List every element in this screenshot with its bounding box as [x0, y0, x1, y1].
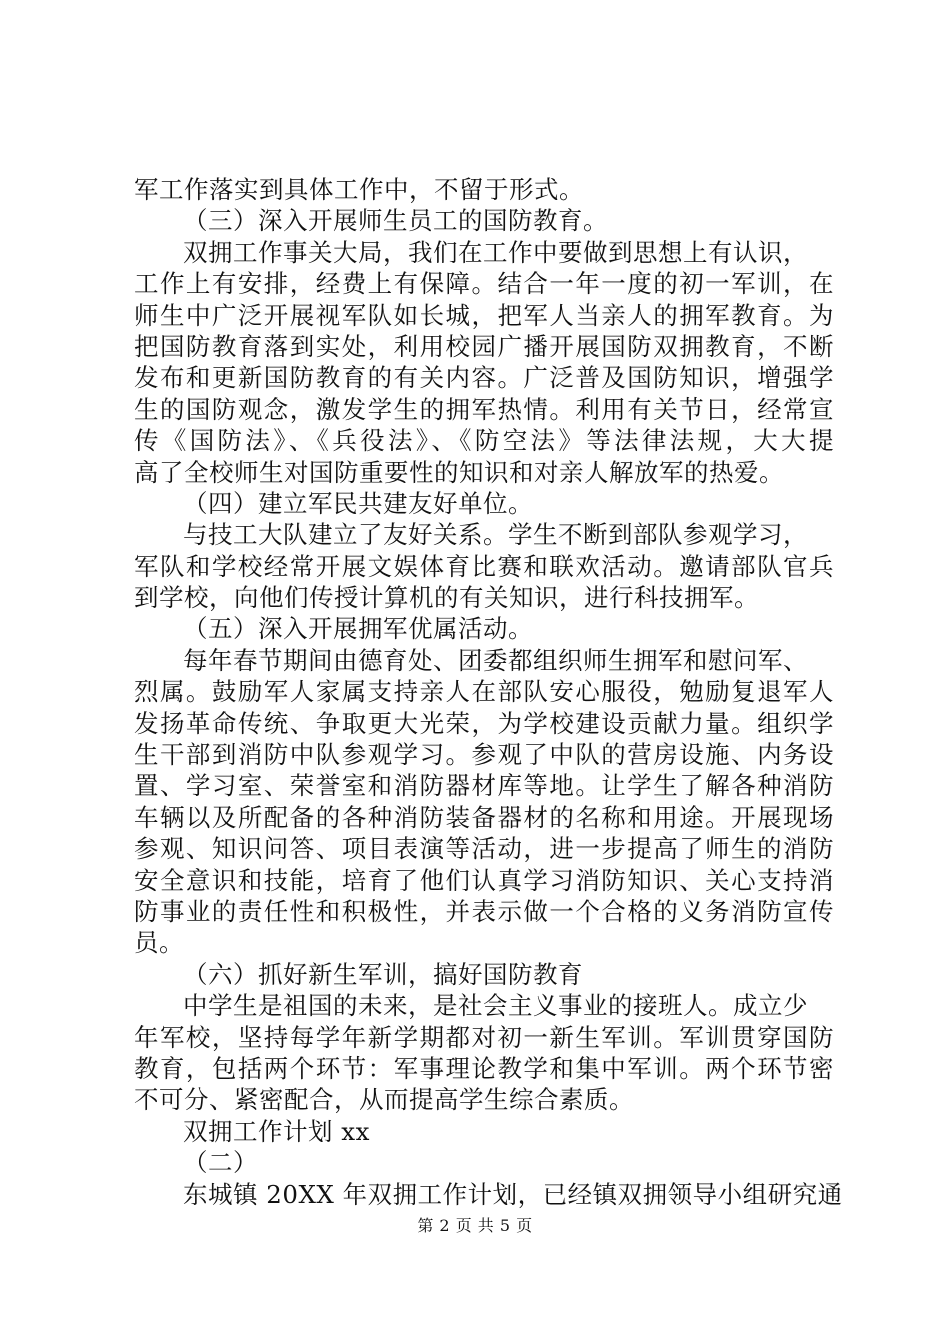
text-line: 教育，包括两个环节：军事理论教学和集中军训。两个环节密: [134, 1053, 834, 1083]
plan-title: 双拥工作计划 xx: [183, 1116, 370, 1146]
document-body: [134, 174, 843, 1210]
text-line: 把国防教育落到实处，利用校园广播开展国防双拥教育，不断: [134, 331, 834, 361]
text-line: 军队和学校经常开展文娱体育比赛和联欢活动。邀请部队官兵: [134, 551, 834, 581]
text-line: 置、学习室、荣誉室和消防器材库等地。让学生了解各种消防: [134, 771, 834, 801]
text-line: 每年春节期间由德育处、团委都组织师生拥军和慰问军、: [183, 645, 808, 675]
text-line: 与技工大队建立了友好关系。学生不断到部队参观学习，: [183, 520, 808, 550]
section-heading: （四）建立军民共建友好单位。: [183, 488, 533, 518]
section-heading: （三）深入开展师生员工的国防教育。: [183, 206, 608, 236]
text-line: 传《国防法》、《兵役法》、《防空法》等法律法规，大大提: [134, 426, 834, 456]
text-line: 年军校，坚持每学年新学期都对初一新生军训。军训贯穿国防: [134, 1022, 834, 1052]
text-line: 生的国防观念，激发学生的拥军热情。利用有关节日，经常宣: [134, 394, 834, 424]
section-heading: （六）抓好新生军训，搞好国防教育: [183, 959, 583, 989]
text-line: 不可分、紧密配合，从而提高学生综合素质。: [134, 1085, 634, 1115]
section-heading: （五）深入开展拥军优属活动。: [183, 614, 533, 644]
text-line: 中学生是祖国的未来，是社会主义事业的接班人。成立少: [183, 991, 808, 1021]
text-line: 生干部到消防中队参观学习。参观了中队的营房设施、内务设: [134, 740, 834, 770]
text-line: 工作上有安排，经费上有保障。结合一年一度的初一军训，在: [134, 269, 834, 299]
text-line: 双拥工作事关大局，我们在工作中要做到思想上有认识，: [183, 237, 808, 267]
text-line: 车辆以及所配备的各种消防装备器材的名称和用途。开展现场: [134, 802, 834, 832]
text-line: 防事业的责任性和积极性，并表示做一个合格的义务消防宣传: [134, 896, 834, 926]
text-line: 师生中广泛开展视军队如长城，把军人当亲人的拥军教育。为: [134, 300, 834, 330]
section-heading: （二）: [183, 1148, 258, 1178]
text-line: 安全意识和技能，培育了他们认真学习消防知识、关心支持消: [134, 865, 834, 895]
text-line: 烈属。鼓励军人家属支持亲人在部队安心服役，勉励复退军人: [134, 677, 834, 707]
text-line: 发布和更新国防教育的有关内容。广泛普及国防知识，增强学: [134, 363, 834, 393]
text-line: 军工作落实到具体工作中，不留于形式。: [134, 175, 584, 204]
text-line: 东城镇 20XX 年双拥工作计划，已经镇双拥领导小组研究通: [183, 1179, 843, 1209]
text-line: 到学校，向他们传授计算机的有关知识，进行科技拥军。: [134, 583, 759, 613]
text-line: 参观、知识问答、项目表演等活动，进一步提高了师生的消防: [134, 834, 834, 864]
text-line: 发扬革命传统、争取更大光荣，为学校建设贡献力量。组织学: [134, 708, 834, 738]
page-number-footer: 第 2 页 共 5 页: [417, 1216, 533, 1235]
text-line: 高了全校师生对国防重要性的知识和对亲人解放军的热爱。: [134, 457, 784, 487]
text-line: 员。: [134, 928, 184, 958]
